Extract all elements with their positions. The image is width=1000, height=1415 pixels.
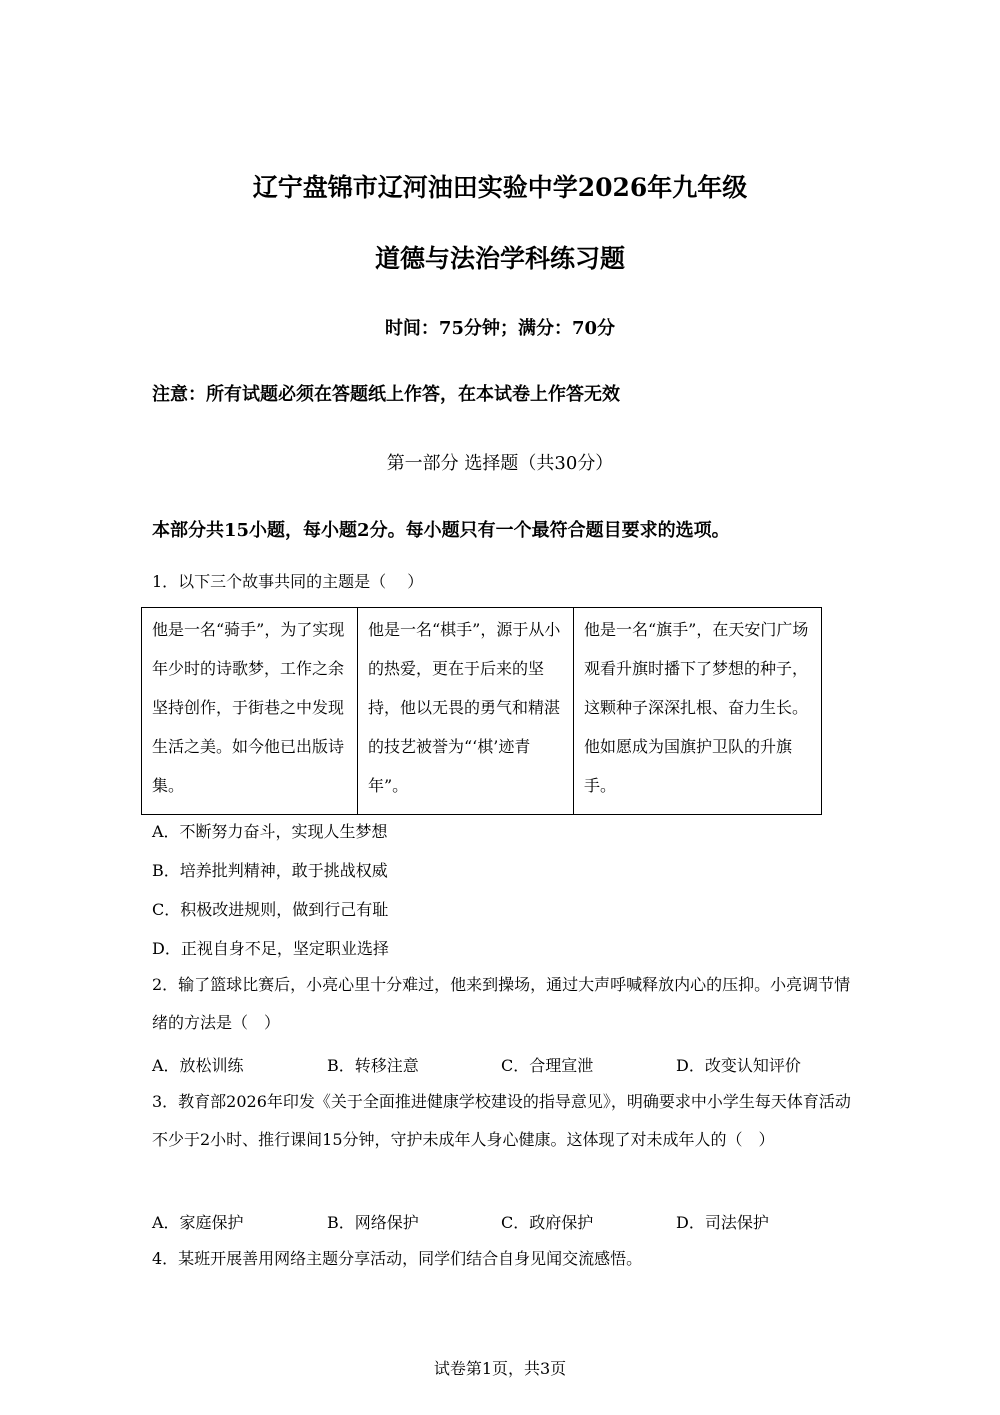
question-2-option-d: D．改变认知评价 [676, 1056, 801, 1075]
page-footer: 试卷第1页，共3页 [433, 1359, 567, 1378]
question-3-option-c: C．政府保护 [501, 1213, 594, 1232]
exam-time-score: 时间：75分钟；满分：70分 [384, 318, 616, 339]
exam-title-line2: 道德与法治学科练习题 [374, 244, 625, 273]
question-1-story-table [141, 607, 822, 815]
section-intro: 本部分共15小题，每小题2分。每小题只有一个最符合题目要求的选项。 [152, 520, 730, 541]
story-cell-rider: 他是一名“骑手”，为了实现年少时的诗歌梦，工作之余坚持创作，于街巷之中发现生活之美。如今他已出版诗集。 [142, 608, 358, 815]
exam-title-line1: 辽宁盘锦市辽河油田实验中学2026年九年级 [252, 173, 748, 202]
question-2-option-a: A．放松训练 [152, 1056, 244, 1075]
question-3-option-b: B．网络保护 [327, 1213, 419, 1232]
section-heading: 第一部分 选择题（共30分） [386, 453, 614, 474]
story-cell-chess: 他是一名“棋手”，源于从小的热爱，更在于后来的坚持，他以无畏的勇气和精湛的技艺被誉为“‘棋’迹青年”。 [358, 608, 574, 815]
question-2-option-c: C．合理宣泄 [501, 1056, 594, 1075]
question-4-stem: 4．某班开展善用网络主题分享活动，同学们结合自身见闻交流感悟。 [152, 1249, 643, 1268]
question-2-option-b: B．转移注意 [327, 1056, 419, 1075]
question-3-options [152, 1210, 852, 1234]
question-1-option-c: C．积极改进规则，做到行己有耻 [152, 900, 389, 919]
question-1-option-d: D．正视自身不足，坚定职业选择 [152, 939, 389, 958]
story-cell-flag: 他是一名“旗手”，在天安门广场观看升旗时播下了梦想的种子，这颗种子深深扎根、奋力生长。他如愿成为国旗护卫队的升旗手。 [574, 608, 822, 815]
question-1-option-a: A．不断努力奋斗，实现人生梦想 [152, 822, 388, 841]
question-3-option-a: A．家庭保护 [152, 1213, 244, 1232]
question-3-option-d: D．司法保护 [676, 1213, 769, 1232]
question-2-options [152, 1053, 852, 1077]
question-3-stem: 3．教育部2026年印发《关于全面推进健康学校建设的指导意见》，明确要求中小学生每天体育活动不少于2小时、推行课间15分钟，守护未成年人身心健康。这体现了对未成年人的（ ） [152, 1092, 851, 1149]
question-2-stem: 2．输了篮球比赛后，小亮心里十分难过，他来到操场，通过大声呼喊释放内心的压抑。小亮调节情绪的方法是（ ） [152, 975, 851, 1032]
question-1-stem: 1．以下三个故事共同的主题是（ ） [152, 572, 424, 591]
exam-notice: 注意：所有试题必须在答题纸上作答，在本试卷上作答无效 [152, 384, 620, 405]
question-1-option-b: B．培养批判精神，敢于挑战权威 [152, 861, 388, 880]
